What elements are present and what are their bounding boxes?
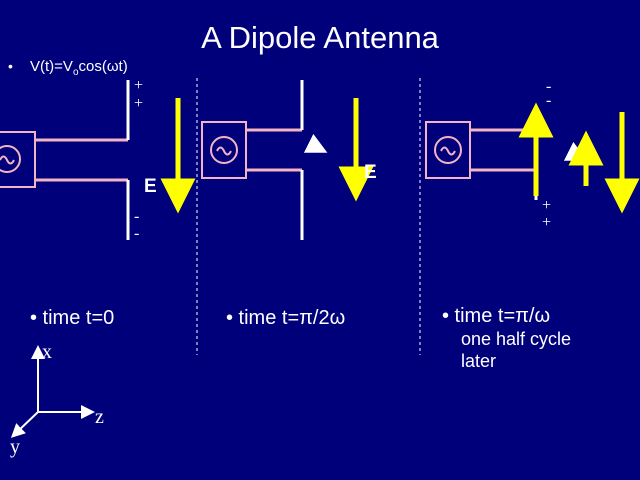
y-axis-label: y <box>10 436 20 458</box>
top-charge-sign: + <box>134 77 144 94</box>
top-charge-sign: + <box>134 95 144 112</box>
propagation-arrow <box>310 144 318 148</box>
e-field-label: E <box>364 162 377 183</box>
dipole-panel-3 <box>426 112 622 200</box>
coordinate-axes <box>16 352 88 433</box>
top-charge-sign: - <box>546 92 552 109</box>
source-voltage-formula: $V(t)=V_o\cos(\omega t)$ <box>30 58 128 78</box>
x-axis-label: x <box>42 341 52 363</box>
propagation-arrow <box>570 152 578 156</box>
dipole-panel-2 <box>202 80 356 240</box>
time-caption: • time t=π/ω <box>442 305 551 327</box>
bottom-charge-sign: - <box>134 225 140 242</box>
bottom-charge-sign: + <box>542 214 552 231</box>
time-caption: • time t=π/2ω <box>226 307 346 329</box>
bottom-charge-sign: + <box>542 197 552 214</box>
page-title: A Dipole Antenna <box>201 20 439 55</box>
time-caption: • time t=0 <box>30 307 115 329</box>
bullet: • <box>8 58 13 74</box>
top-charge-sign: - <box>546 78 552 95</box>
dipole-panel-1 <box>0 80 178 240</box>
e-field-label: E <box>144 176 157 197</box>
half-cycle-note: one half cycle later <box>461 329 572 371</box>
ac-source-icon <box>0 132 35 187</box>
z-axis-label: z <box>95 406 104 428</box>
bottom-charge-sign: - <box>134 208 140 225</box>
